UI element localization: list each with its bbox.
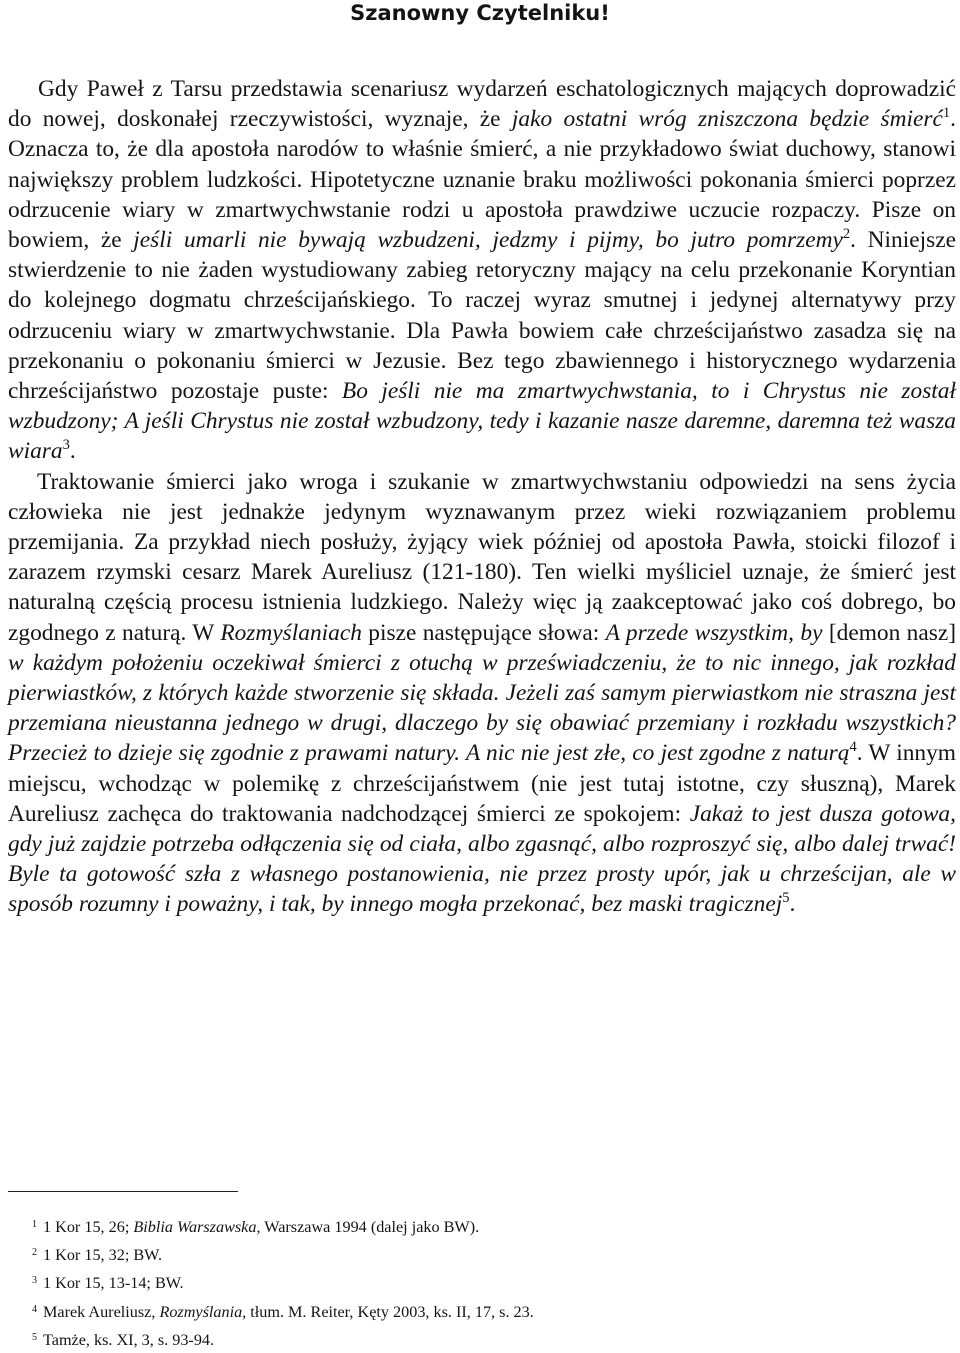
footnote-ref: 1 [942, 105, 951, 122]
text-run: . Niniejsze stwierdzenie to nie żaden wystudiowany zabieg retoryczny mający na celu przekonanie Koryntian do kolejnego dogmatu chrześcijańskiego. To raczej wyraz smutnej i jedynej alternatywy przy odrzuceniu wiary w zmartwychwstanie. Dla Pawła bowiem całe chrześcijaństwo zasadza się na przekonaniu o pokonaniu śmierci w Jezusie. Bez tego zbawiennego i historycznego wydarzenia chrześcijaństwo pozostaje puste: [8, 227, 956, 405]
text-run: . [789, 891, 796, 918]
footnote-text: 1 Kor 15, 26; [43, 1218, 134, 1236]
footnote [32, 1297, 932, 1325]
italic-quote: Jakaż to jest dusza gotowa, gdy już zajdzie potrzeba odłączenia się od ciała, albo zgasnąć, albo rozproszyć się, albo dalej trwać! Byle ta gotowość szła z własnego postanowienia, nie przez prosty upór, jak u chrześcijan, ale w sposób rozumny i poważny, i tak, by innego mogła przekonać, bez maski tragicznej [8, 800, 956, 918]
paragraph-1 [8, 74, 956, 467]
italic-quote: jako ostatni wróg zniszczona będzie śmierć [511, 106, 943, 133]
text-run: [demon nasz] [822, 619, 957, 646]
footnote-ref: 4 [849, 739, 857, 756]
text-run: Traktowanie śmierci jako wroga i szukanie w zmartwychwstaniu odpowiedzi na sens życia człowieka nie jest jednakże jedynym wyznawanym przez wieki rozwiązaniem problemu przemijania. Za przykład niech posłuży, żyjący wiek później od apostoła Pawła, stoicki filozof i zarazem rzymski cesarz Marek Aureliusz (121-180). Ten wielki myśliciel uznaje, że śmierć jest naturalną częścią procesu istnienia ludzkiego. Należy więc ją zaakceptować jako coś dobrego, bo zgodnego z naturą. W [8, 468, 956, 646]
italic-title: Rozmyślaniach [220, 619, 362, 646]
text-run: . [69, 438, 76, 465]
footnote-text: , tłum. M. Reiter, Kęty 2003, ks. II, 17, s. 23. [242, 1302, 534, 1321]
footnote-number: 1 [32, 1219, 37, 1230]
italic-quote: Bo jeśli nie ma zmartwychwstania, to i Chrystus nie został wzbudzony; A jeśli Chrystus nie został wzbudzony, tedy i kazanie nasze daremne, daremna też wasza wiara [8, 378, 956, 465]
footnote-divider [8, 1191, 238, 1192]
footnote [32, 1240, 932, 1268]
footnote-title: Rozmyślania [159, 1302, 243, 1321]
italic-quote: A przede wszystkim, by [605, 619, 823, 646]
footnote-text: , Warszawa 1994 (dalej jako BW). [256, 1218, 480, 1236]
footnote-text: Marek Aureliusz, [43, 1302, 160, 1321]
paragraph-2 [8, 467, 956, 920]
body-text [8, 74, 956, 920]
footnote [32, 1268, 932, 1296]
footnote-ref: 3 [62, 437, 70, 454]
footnote-ref: 5 [782, 890, 790, 907]
footnote-number: 5 [32, 1331, 37, 1343]
text-run: . W innym miejscu, wchodząc w polemikę z chrześcijaństwem (nie jest tutaj istotne, czy słuszną), Marek Aureliusz zachęca do traktowania nadchodzącej śmierci ze spokojem: [8, 740, 956, 827]
italic-quote: w każdym położeniu oczekiwał śmierci z otuchą w przeświadczeniu, że to nic innego, jak rozkład pierwiastków, z których każde stworzenie się składa. Jeżeli zaś samym pierwiastkom nie straszna jest przemiana nieustanna jednego w drugi, dlaczego by się obawiać przemiany i rozkładu wszystkich? Przecież to dzieje się zgodnie z prawami natury. A nic nie jest złe, co jest zgodne z naturą [8, 649, 956, 767]
footnote-text: 1 Kor 15, 13-14; BW. [43, 1274, 184, 1293]
footnote-title: Biblia Warszawska [133, 1218, 257, 1236]
footnote-ref: 2 [842, 226, 851, 243]
footnote [32, 1212, 932, 1240]
italic-quote: jeśli umarli nie bywają wzbudzeni, jedzmy i pijmy, bo jutro pomrzemy [133, 227, 843, 254]
text-run: Gdy Paweł z Tarsu przedstawia scenariusz wydarzeń eschatologicznych mających doprowadzić do nowej, doskonałej rzeczywistości, wyznaje, że [8, 76, 956, 133]
footnote-number: 3 [32, 1275, 37, 1287]
footnote-number: 2 [32, 1247, 37, 1259]
text-run: pisze następujące słowa: [361, 619, 606, 646]
text-run: . Oznacza to, że dla apostoła narodów to właśnie śmierć, a nie przykładowo świat duchowy, stanowi największy problem ludzkości. Hipotetyczne uznanie braku możliwości pokonania śmierci poprzez odrzucenie wiary w zmartwychwstanie rodzi u apostoła prawdziwe uczucie rozpaczy. Pisze on bowiem, że [8, 106, 956, 254]
footnote-text: Tamże, ks. XI, 3, s. 93-94. [43, 1330, 215, 1349]
footnote-number: 4 [32, 1303, 37, 1315]
footnotes [32, 1212, 932, 1353]
page-title: Szanowny Czytelniku! [350, 1, 610, 25]
footnote-text: 1 Kor 15, 32; BW. [43, 1246, 163, 1265]
